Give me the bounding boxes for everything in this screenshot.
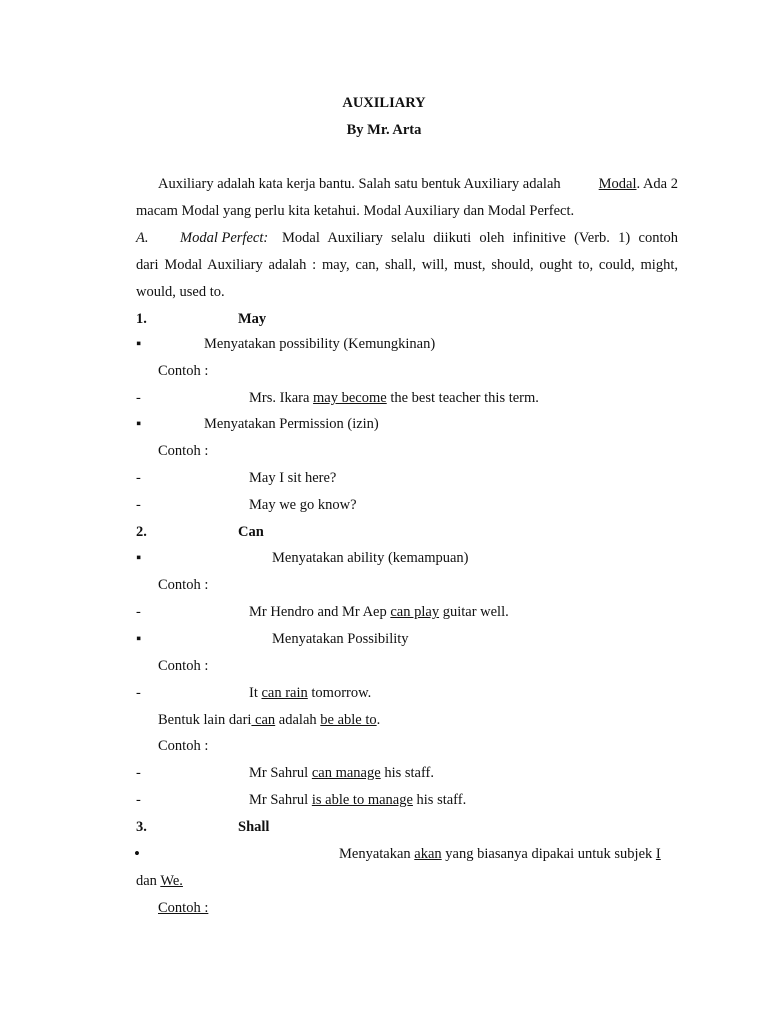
may-example-3: May we go know? <box>249 497 357 513</box>
section-a-line-3: would, used to. <box>136 284 225 300</box>
section-a-line-2: dari Modal Auxiliary adalah : may, can, shall, will, must, should, ought to, could, might, <box>136 257 678 273</box>
can-example-1: Mr Hendro and Mr Aep can play guitar well. <box>249 604 509 620</box>
can-alternative-form: Bentuk lain dari can adalah be able to. <box>158 712 381 728</box>
dash-marker: - <box>136 497 141 513</box>
can-example-4: Mr Sahrul is able to manage his staff. <box>249 792 467 808</box>
item-number-2: 2. <box>136 524 147 540</box>
square-bullet: ▪ <box>136 631 142 647</box>
square-bullet: ▪ <box>136 336 142 352</box>
contoh-label: Contoh : <box>158 363 209 379</box>
document-title: AUXILIARY <box>342 95 426 111</box>
may-point-2: Menyatakan Permission (izin) <box>204 416 379 432</box>
dash-marker: - <box>136 792 141 808</box>
can-point-1: Menyatakan ability (kemampuan) <box>272 550 469 566</box>
can-example-2: It can rain tomorrow. <box>249 685 372 701</box>
item-number-3: 3. <box>136 819 147 835</box>
section-a-heading: Modal Perfect: <box>180 230 269 246</box>
shall-point-1-continued: dan We. <box>136 873 183 889</box>
may-point-1: Menyatakan possibility (Kemungkinan) <box>204 336 436 352</box>
intro-line-1: Auxiliary adalah kata kerja bantu. Salah satu bentuk Auxiliary adalah Modal. Ada 2 <box>158 176 678 192</box>
contoh-label: Contoh : <box>158 443 209 459</box>
square-bullet: ▪ <box>136 416 142 432</box>
contoh-label: Contoh : <box>158 900 209 916</box>
shall-point-1: Menyatakan akan yang biasanya dipakai untuk subjek I <box>339 846 661 862</box>
dash-marker: - <box>136 390 141 406</box>
dash-marker: - <box>136 604 141 620</box>
item-number-1: 1. <box>136 311 147 327</box>
dash-marker: - <box>136 765 141 781</box>
intro-line-2: macam Modal yang perlu kita ketahui. Modal Auxiliary dan Modal Perfect. <box>136 203 575 219</box>
may-example-2: May I sit here? <box>249 470 337 486</box>
round-bullet: • <box>134 844 140 863</box>
section-a-line-1: Modal Auxiliary selalu diikuti oleh infinitive (Verb. 1) contoh <box>282 230 678 246</box>
may-example-1: Mrs. Ikara may become the best teacher this term. <box>249 390 539 406</box>
can-example-3: Mr Sahrul can manage his staff. <box>249 765 434 781</box>
contoh-label: Contoh : <box>158 577 209 593</box>
contoh-label: Contoh : <box>158 658 209 674</box>
dash-marker: - <box>136 685 141 701</box>
square-bullet: ▪ <box>136 550 142 566</box>
section-a-marker: A. <box>136 230 149 246</box>
item-title-may: May <box>238 311 267 327</box>
document-author: By Mr. Arta <box>346 122 422 138</box>
item-title-shall: Shall <box>238 819 270 835</box>
can-point-2: Menyatakan Possibility <box>272 631 409 647</box>
item-title-can: Can <box>238 524 264 540</box>
contoh-label: Contoh : <box>158 738 209 754</box>
dash-marker: - <box>136 470 141 486</box>
